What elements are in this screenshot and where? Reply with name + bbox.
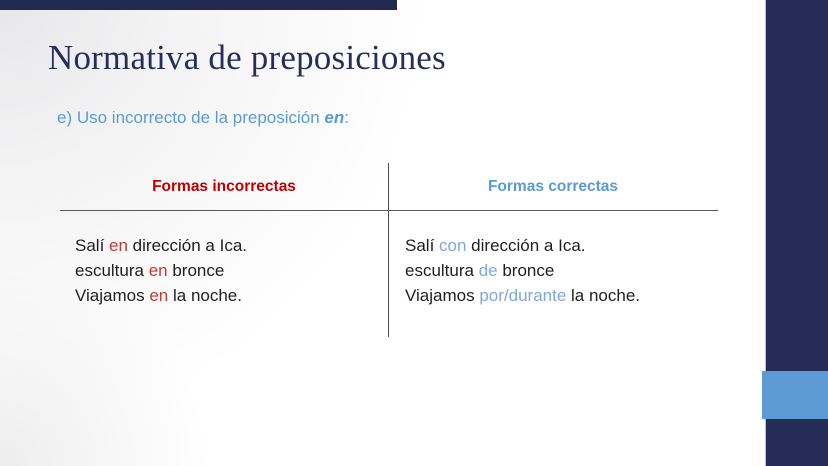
correct-forms-cell	[388, 211, 718, 308]
incorrect-example-line	[75, 258, 388, 283]
incorrect-forms-cell	[60, 211, 388, 308]
incorrect-preposition: en	[149, 286, 169, 305]
correct-preposition: de	[478, 261, 498, 280]
correct-example-line	[405, 258, 718, 283]
sidebar-accent-square	[762, 371, 828, 419]
table-header-row	[60, 162, 718, 211]
right-sidebar-bar	[765, 0, 828, 466]
incorrect-example-line	[75, 283, 388, 308]
correct-preposition: con	[439, 236, 467, 255]
incorrect-preposition: en	[109, 236, 128, 255]
example-text: bronce	[497, 261, 555, 280]
example-text: Salí	[75, 236, 110, 255]
example-text: Viajamos	[405, 286, 480, 305]
comparison-table	[60, 162, 718, 308]
column-header-correct: Formas correctas	[487, 178, 619, 195]
example-text: Salí	[405, 236, 440, 255]
slide-subtitle	[57, 108, 349, 128]
subtitle-colon: :	[344, 108, 349, 127]
incorrect-preposition: en	[148, 261, 168, 280]
example-text: escultura	[405, 261, 479, 280]
subtitle-emphasis: en	[324, 108, 345, 127]
correct-example-line	[405, 233, 718, 258]
example-text: Viajamos	[75, 286, 150, 305]
example-text: dirección a Ica.	[127, 236, 248, 255]
table-vertical-divider	[388, 163, 389, 337]
top-accent-bar	[0, 0, 397, 10]
example-text: dirección a Ica.	[466, 236, 586, 255]
slide-title: Normativa de preposiciones	[48, 38, 446, 77]
example-text: la noche.	[168, 286, 242, 305]
example-text: la noche.	[566, 286, 641, 305]
correct-example-line	[405, 283, 718, 308]
column-header-incorrect: Formas incorrectas	[152, 178, 296, 195]
example-text: escultura	[75, 261, 149, 280]
table-body-row	[60, 211, 718, 308]
example-text: bronce	[167, 261, 225, 280]
correct-preposition: por/durante	[479, 286, 567, 305]
subtitle-prefix: e) Uso incorrecto de la preposición	[57, 108, 325, 127]
incorrect-example-line	[75, 233, 388, 258]
